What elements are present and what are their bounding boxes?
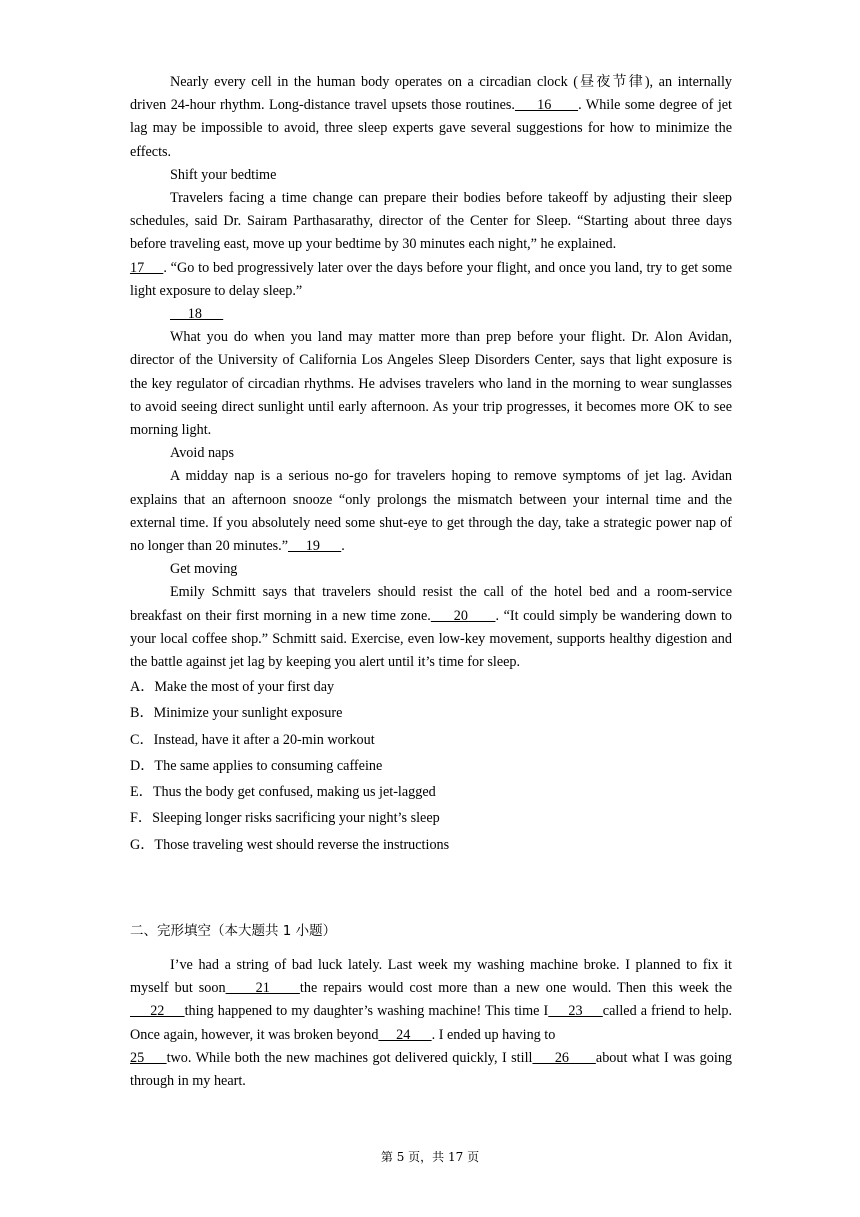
heading-shift-bedtime: Shift your bedtime <box>170 166 277 183</box>
blank-19: 19 <box>288 538 342 555</box>
heading-blank-18 <box>130 303 732 326</box>
page-footer: 第 5 页，共 17 页 <box>380 1150 480 1164</box>
blank-17: 17 <box>130 259 164 276</box>
blank-18: 18 <box>170 306 224 323</box>
answer-options <box>130 674 732 857</box>
heading-avoid-naps: Avoid naps <box>170 445 234 462</box>
blank-24: 24 <box>378 1026 432 1043</box>
paragraph-4: A midday nap is a serious no-go for travelers hoping to remove symptoms of jet lag. Avidan explains that an afternoon snooze “only prolongs the mismatch between your internal time and the external time. If you absolutely need some shut-eye to get through the day, take a strategic power nap of no longer than 20 minutes.” 19 . <box>130 468 732 555</box>
cloze-passage <box>130 954 732 1093</box>
blank-16: 16 <box>514 97 579 114</box>
option-g: G．Those traveling west should reverse the instructions <box>130 836 450 853</box>
paragraph-1: Nearly every cell in the human body operates on a circadian clock (昼夜节律), an internally driven 24-hour rhythm. Long-distance travel upsets those routines. 16 . While some degree of jet lag may be impossible to avoid, three sleep experts gave several suggestions for how to minimize the effects. <box>130 74 732 160</box>
option-e: E．Thus the body get confused, making us jet-lagged <box>130 784 436 801</box>
blank-26: 26 <box>532 1049 596 1066</box>
section-title: 二、完形填空（本大题共 1 小题） <box>130 923 337 939</box>
paragraph-2: Travelers facing a time change can prepare their bodies before takeoff by adjusting their sleep schedules, said Dr. Sairam Parthasarathy, director of the Center for Sleep. “Starting about three days before traveling east, move up your bedtime by 30 minutes each night,” he explained. 17 . “Go to bed progressively later over the days before your flight, and once you land, try to get some light exposure to delay sleep.” <box>130 190 732 299</box>
reading-passage <box>130 71 732 858</box>
paragraph-3: What you do when you land may matter more than prep before your flight. Dr. Alon Avidan, director of the University of California Los Angeles Sleep Disorders Center, says that light exposure is the key regulator of circadian rhythms. He advises travelers who land in the morning to wear sunglasses to avoid seeing direct sunlight until early afternoon. As your trip progresses, it becomes more OK to see morning light. <box>130 329 732 439</box>
option-a: A．Make the most of your first day <box>130 679 335 696</box>
cloze-paragraph: I’ve had a string of bad luck lately. Last week my washing machine broke. I planned to fix it myself but soon 21 the repairs would cost more than a new one would. Then this week the 22 thing happened to my daughter’s washing machine! This time I 23 called a friend to help. Once again, however, it was broken beyond 24 . I ended up having to 25 two. While both the new machines got delivered quickly, I still 26 about what I was going through in my heart. <box>130 957 733 1090</box>
paragraph-5: Emily Schmitt says that travelers should resist the call of the hotel bed and a room-service breakfast on their first morning in a new time zone. 20 . “It could simply be wandering down to your local coffee shop.” Schmitt said. Exercise, even low-key movement, supports healthy digestion and the battle against jet lag by keeping you alert until it’s time for sleep. <box>130 584 733 671</box>
option-c: C．Instead, have it after a 20-min workout <box>130 731 375 748</box>
option-d: D．The same applies to consuming caffeine <box>130 757 383 774</box>
option-b: B．Minimize your sunlight exposure <box>130 705 343 722</box>
option-f: F．Sleeping longer risks sacrificing your night’s sleep <box>130 810 440 827</box>
blank-23: 23 <box>548 1003 603 1020</box>
heading-get-moving: Get moving <box>170 561 238 578</box>
blank-25: 25 <box>130 1049 167 1066</box>
blank-20: 20 <box>430 607 496 624</box>
blank-22: 22 <box>130 1003 185 1020</box>
blank-21: 21 <box>225 980 300 997</box>
